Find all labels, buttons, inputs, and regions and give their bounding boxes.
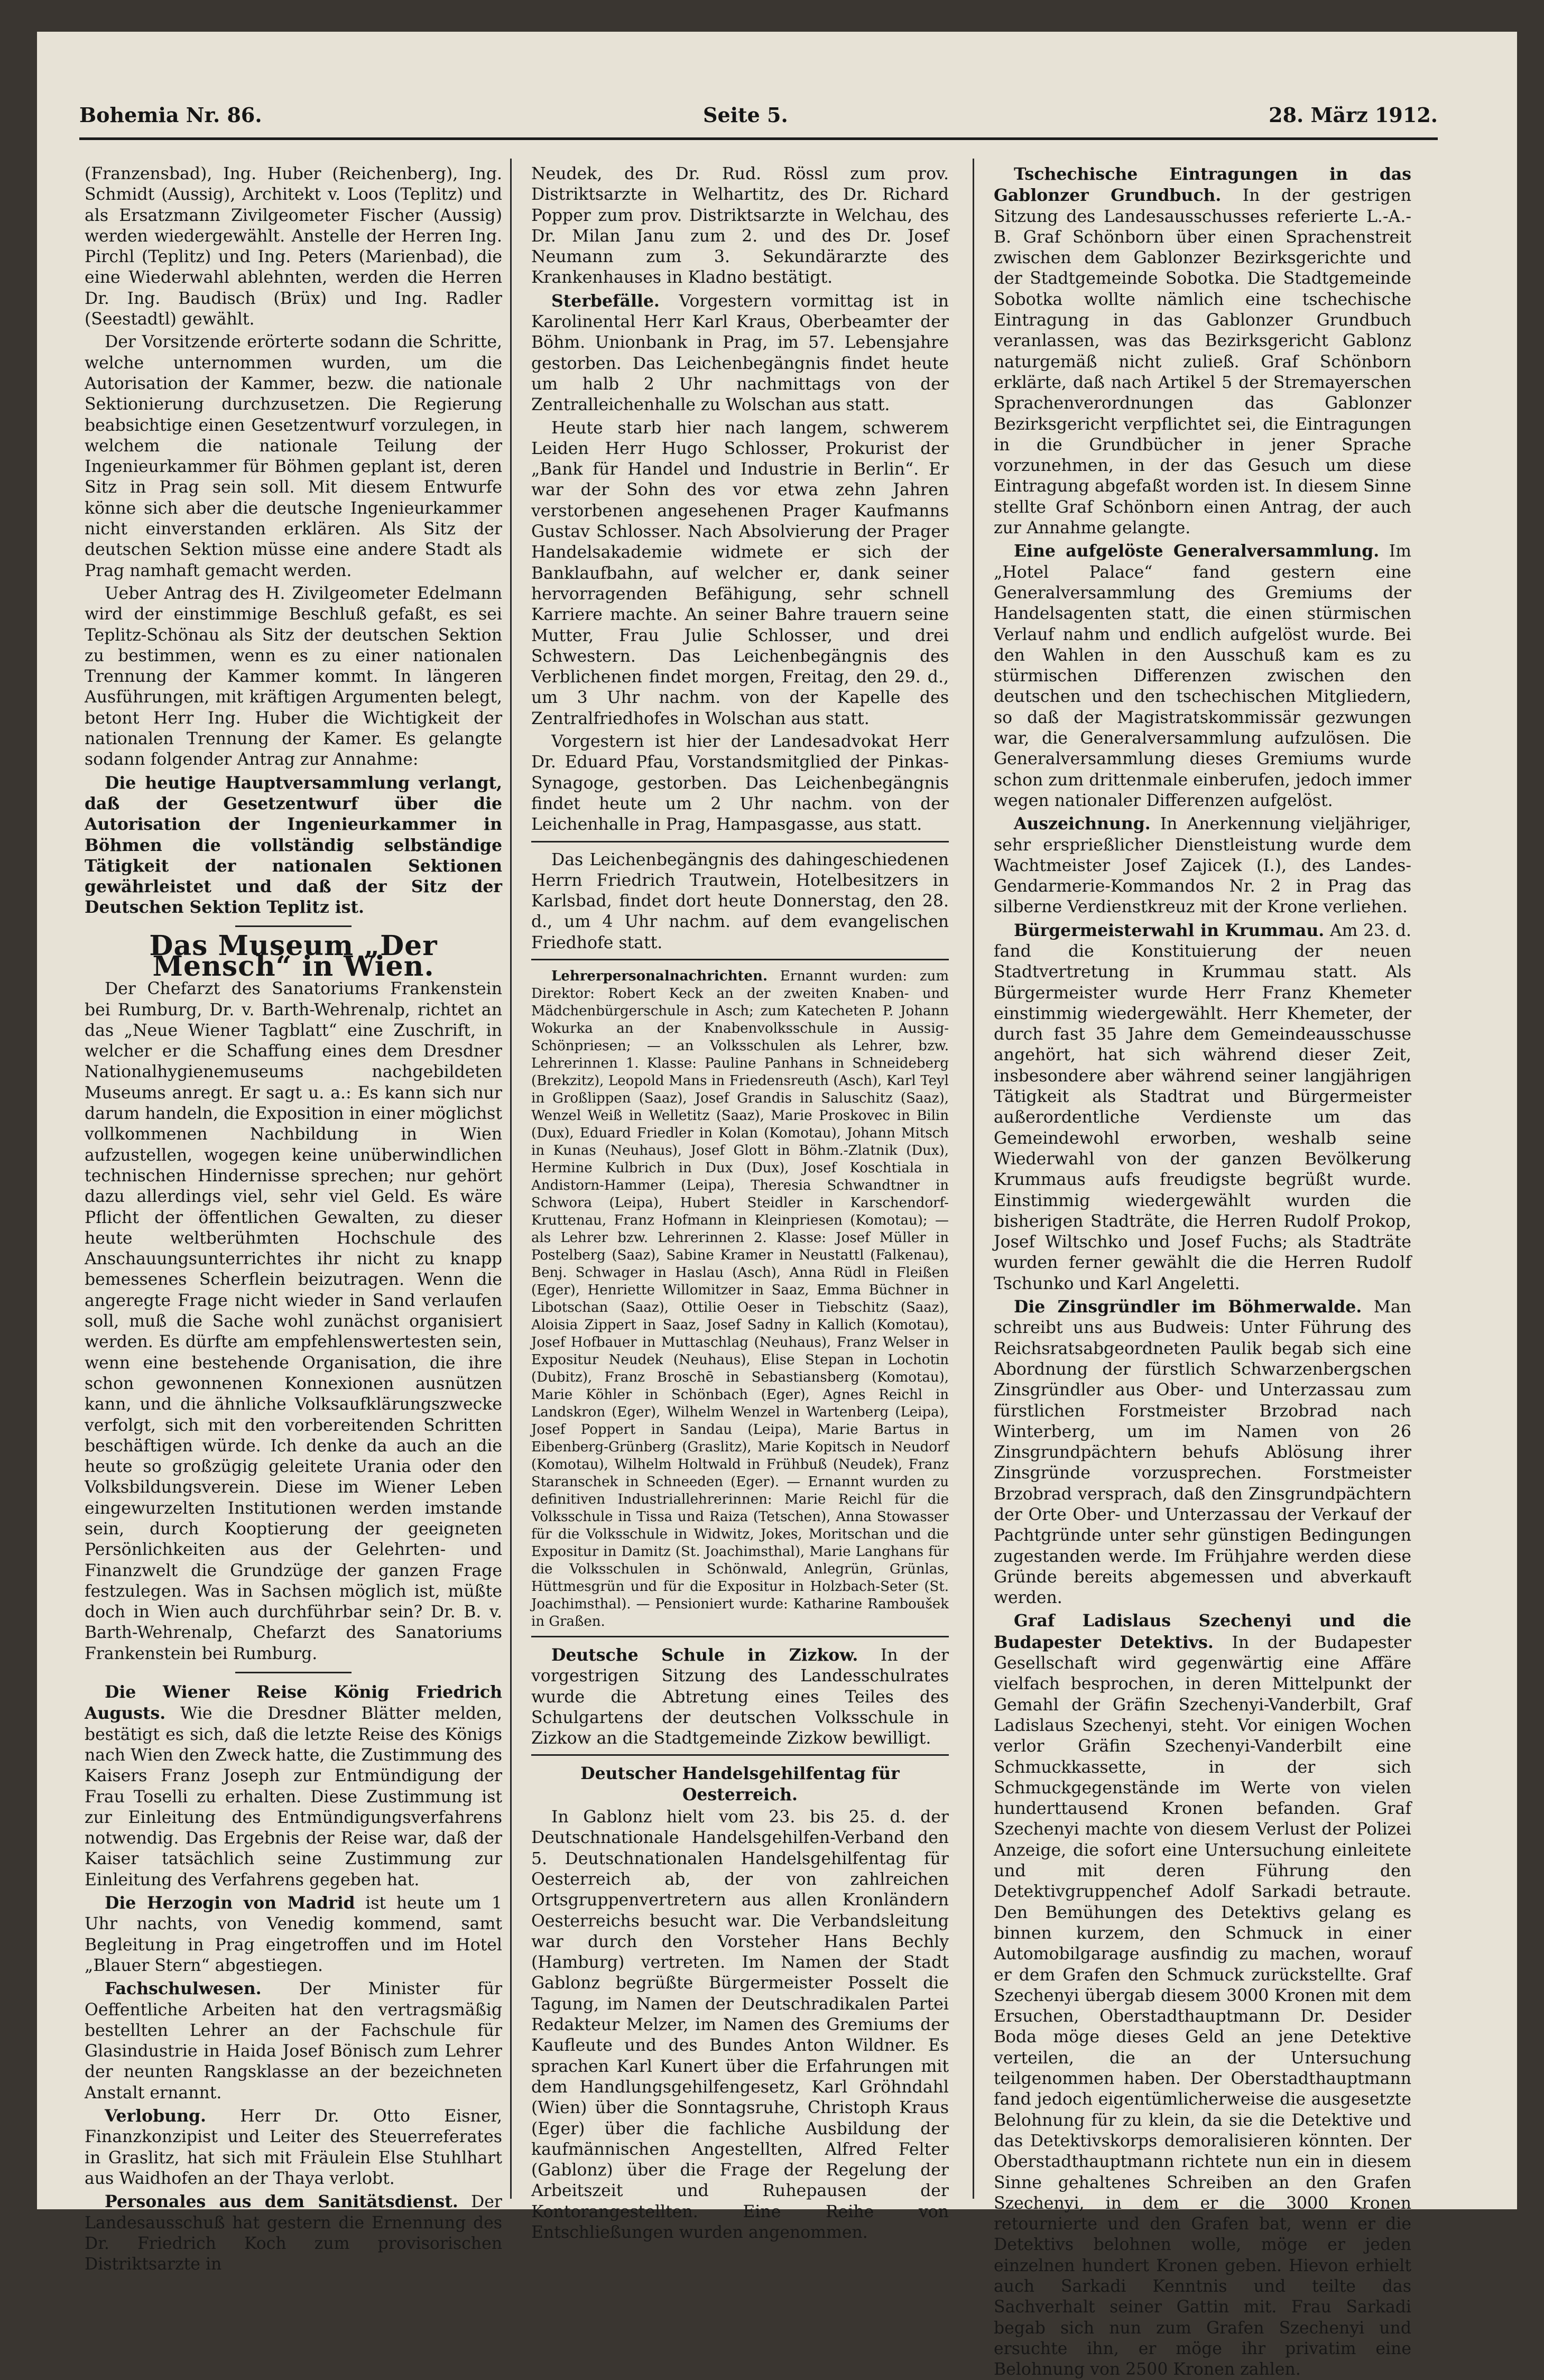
article-text: Die heutige Hauptversammlung verlangt, daß der Gesetzentwurf über die Autorisation der Ingenieurkammer in Böhmen die vollständig selbständige Tätigkeit der nationalen Sektionen gewährleistet und daß der Sitz der Deutschen Sektion Teplitz ist. [85,773,502,918]
separator [235,925,352,927]
article-text: Vorgestern vormittag ist in Karolinental Herr Karl Kraus, Oberbeamter der Böhm. Unionbank in Prag, im 57. Lebensjahre gestorben. Das Leichenbegängnis findet heute um halb 2 Uhr nachmittags von der Zentralleichenhalle zu Wolschan aus statt. [531,291,949,415]
header-page-number: Seite 5. [703,103,788,127]
article-heading: Graf Ladislaus Szechenyi und die Budapester Detektivs. [994,1611,1411,1652]
column-2 [531,164,949,2242]
article-text: In Anerkennung vieljähriger, sehr ersprießlicher Dienstleistung wurde dem Wachtmeister Josef Zajicek (I.), des Landes-Gendarmerie-Kommandos Nr. 2 in Prag das silberne Verdienstkreuz mit der Krone verliehen. [994,814,1411,917]
article-text: Wie die Dresdner Blätter melden, bestätigt es sich, daß die letzte Reise des Königs nach Wien den Zweck hatte, die Zustimmung des Kaisers Franz Joseph zur Entmündigung der Frau Toselli zu erhalten. Diese Zustimmung ist zur Einleitung des Entmündigungsverfahrens notwendig. Das Ergebnis der Reise war, daß der Kaiser tatsächlich seine Zustimmung zur Einleitung des Verfahrens gegeben hat. [85,1704,502,1890]
article-text: Ueber Antrag des H. Zivilgeometer Edelmann wird der einstimmige Beschluß gefaßt, es sei Teplitz-Schönau als Sitz der deutschen Sektion zu bestimmen, wenn es zu einer nationalen Trennung der Kammer kommt. In längeren Ausführungen, mit kräftigen Argumenten belegt, betont Herr Ing. Huber die Wichtigkeit der nationalen Trennung der Kamer. Es gelangte sodann folgender Antrag zur Annahme: [85,584,502,770]
article-text: In der vorgestrigen Sitzung des Landesschulrates wurde die Abtretung eines Teiles des Schulgartens der deutschen Volksschule in Zizkow an die Stadtgemeinde Zizkow bewilligt. [531,1645,949,1748]
article-heading: Auszeichnung. [1014,814,1151,834]
article-text: Am 23. d. fand die Konstituierung der neuen Stadtvertretung in Krummau statt. Als Bürgermeister wurde Herr Franz Khemeter einstimmig wiedergewählt. Herr Khemeter, der durch fast 35 Jahre dem Gemeindeausschusse angehört, hat sich während dieser Zeit, insbesondere aber während seiner langjährigen Tätigkeit als Stadtrat und Bürgermeister außerordentliche Verdienste um das Gemeindewohl erworben, weshalb seine Wiederwahl von der ganzen Bevölkerung Krummaus aufs freudigste begrüßt wurde. Einstimmig wiedergewählt wurden die bisherigen Stadträte, die Herren Rudolf Prokop, Josef Wiltschko und Josef Fuchs; als Stadträte wurden ferner gewählt die die Herren Rudolf Tschunko und Karl Angeletti. [994,921,1412,1293]
article-text: In der Budapester Gesellschaft wird gegenwärtig eine Affäre vielfach besprochen, in deren Mittelpunkt der Gemahl der Gräfin Szechenyi-Vanderbilt, Graf Ladislaus Szechenyi, steht. Vor einigen Wochen verlor Gräfin Szechenyi-Vanderbilt eine Schmuckkassette, in der sich Schmuckgegenstände im Werte von vielen hunderttausend Kronen befanden. Graf Szechenyi machte von diesem Verlust der Polizei Anzeige, die sofort eine Untersuchung einleitete und mit deren Führung den Detektivgruppenchef Adolf Sarkadi betraute. Den Bemühungen des Detektivs gelang es binnen kurzem, den Schmuck in einer Automobilgarage ausfindig zu machen, worauf er dem Grafen den Schmuck zurückstellte. Graf Szechenyi übergab diesem 3000 Kronen mit dem Ersuchen, Oberstadthauptmann Dr. Desider Boda möge dieses Geld an jene Detektive verteilen, die an der Untersuchung teilgenommen haben. Der Oberstadthauptmann fand jedoch eigentümlicherweise die ausgesetzte Belohnung für zu klein, da sie die Detektive und das Detektivskorps demoralisieren könnten. Der Oberstadthauptmann richtete nun ein in diesem Sinne gehaltenes Schreiben an den Grafen Szechenyi, in dem er die 3000 Kronen retournierte und den Grafen bat, wenn er die Detektivs belohnen wolle, möge er jeden einzelnen hundert Kronen geben. Hievon erhielt auch Sarkadi Kenntnis und teilte das Sachverhalt seiner Gattin mit. Frau Sarkadi begab sich nun zum Grafen Szechenyi und ersuchte ihn, er möge ihr privatim eine Belohnung von 2500 Kronen zahlen. [994,1633,1411,2379]
article-text: ist heute um 1 Uhr nachts, von Venedig kommend, samt Begleitung in Prag eingetroffen und im Hotel „Blauer Stern“ abgestiegen. [85,1894,502,1975]
article-text: In der gestrigen Sitzung des Landesausschusses referierte L.-A.-B. Graf Schönborn über einen Sprachenstreit zwischen dem Gablonzer Bezirksgerichte und der Stadtgemeinde Sobotka. Die Stadtgemeinde Sobotka wollte nämlich eine tschechische Eintragung in das Gablonzer Grundbuch veranlassen, was das Bezirksgericht Gablonz naturgemäß nicht zuließ. Graf Schönborn erklärte, daß nach Artikel 5 der Stremayerschen Sprachenverordnungen das Gablonzer Bezirksgericht verpflichtet sei, die Eintragungen in die Grundbücher in jener Sprache vorzunehmen, in der das Gesuch um diese Eintragung abgefaßt worden ist. In diesem Sinne stellte Graf Schönborn einen Antrag, der auch zur Annahme gelangte. [994,186,1411,538]
column-rule-1 [510,159,512,2199]
article-text: Herr Dr. Otto Eisner, Finanzkonzipist und Leiter des Steuerreferates in Graslitz, hat sich mit Fräulein Else Stuhlhart aus Waidhofen an der Thaya verlobt. [85,2107,502,2188]
article-heading: Deutscher Handelsgehilfentag für Oesterreich. [580,1764,900,1804]
column-1 [85,164,502,2274]
header-date: 28. März 1912. [1269,103,1438,127]
article-headline: Das Museum „Der Mensch“ in Wien. [149,929,438,983]
article-text: Ernannt wurden: zum Direktor: Robert Keck an der zweiten Knaben- und Mädchenbürgerschule in Asch; zum Katecheten P. Johann Wokurka an der Knabenvolksschule in Aussig-Schönpriesen; — an Volksschulen als Lehrer, bzw. Lehrerinnen 1. Klasse: Pauline Panhans in Schneideberg (Brekzitz), Leopold Mans in Friedensreuth (Asch), Karl Teyl in Großlippen (Saaz), Josef Grandis in Saluschitz (Saaz), Wenzel Weiß in Welletitz (Saaz), Marie Proskovec in Bilin (Dux), Eduard Friedler in Kolan (Komotau), Johann Mitsch in Kunas (Neuhaus), Josef Glott in Böhm.-Zlatnik (Dux), Hermine Kulbrich in Dux (Dux), Josef Koschtiala in Andistorn-Hammer (Leipa), Theresia Schwandtner in Schwora (Leipa), Hubert Steidler in Karschendorf-Kruttenau, Franz Hofmann in Kleinpriesen (Komotau); — als Lehrer bzw. Lehrerinnen 2. Klasse: Josef Müller in Postelberg (Saaz), Sabine Kramer in Neustattl (Falkenau), Benj. Schwager in Haslau (Asch), Anna Rüdl in Fleißen (Eger), Henriette Willomitzer in Saaz, Emma Büchner in Libotschan (Saaz), Ottilie Oeser in Tiebschitz (Saaz), Aloisia Zippert in Saaz, Josef Sadny in Kallich (Komotau), Josef Hofbauer in Muttaschlag (Neuhaus), Franz Welser in Expositur Neudek (Neuhaus), Elise Stepan in Lochotin (Dubitz), Franz Broschē in Sebastiansberg (Komotau), Marie Köhler in Schönbach (Eger), Agnes Reichl in Landskron (Eger), Wilhelm Wenzel in Wartenberg (Leipa), Josef Poppert in Sandau (Leipa), Marie Bartus in Eibenberg-Grünberg (Graslitz), Marie Kopitsch in Neudorf (Komotau), Wilhelm Holtwald in Frühbuß (Neudek), Franz Staranschek in Schneeden (Eger). — Ernannt wurden zu definitiven Industriallehrerinnen: Marie Reichl für die Volksschule in Tissa und Raiza (Tetschen), Anna Stowasser für die Volksschule in Widwitz, Jokes, Moritschan und die Expositur in Damitz (St. Joachimsthal), Marie Langhans für die Volksschulen in Schönwald, Anlegrün, Grünlas, Hüttmesgrün und für die Expositur in Holzbach-Seter (St. Joachimsthal). — Pensioniert wurde: Katharine Ramboušek in Graßen. [531,968,949,1629]
article-heading: Bürgermeisterwahl in Krummau. [1014,920,1325,940]
article-text: Vorgestern ist hier der Landesadvokat Herr Dr. Eduard Pfau, Vorstandsmitglied der Pinkas-Synagoge, gestorben. Das Leichenbegängnis findet heute um 2 Uhr nachm. von der Leichenhalle in Prag, Hampasgasse, aus statt. [531,732,949,835]
header-rule [79,137,1438,140]
article-heading: Sterbefälle. [551,291,660,311]
header-issue: Bohemia Nr. 86. [79,103,262,127]
article-text: Neudek, des Dr. Rud. Rössl zum prov. Distriktsarzte in Welhartitz, des Dr. Richard Popper zum prov. Distriktsarzte in Welchau, des Dr. Milan Janu zum 2. und des Dr. Josef Neumann zum 3. Sekundärarzte des Krankenhauses in Kladno bestätigt. [531,164,949,288]
article-text: In Gablonz hielt vom 23. bis 25. d. der Deutschnationale Handelsgehilfen-Verband den 5. Deutschnationalen Handelsgehilfentag für Oesterreich ab, der von zahlreichen Ortsgruppenvertretern aus allen Kronländern Oesterreichs besucht war. Die Verbandsleitung war durch den Vorsteher Hans Bechly (Hamburg) vertreten. Im Namen der Stadt Gablonz begrüßte Bürgermeister Posselt die Tagung, im Namen der Deutschradikalen Partei Redakteur Melzer, im Namen des Gremiums der Kaufleute und des Bundes Anton Wildner. Es sprachen Karl Kunert über die Erfahrungen mit dem Handlungsgehilfengesetz, Karl Gröhndahl (Wien) über die Sonntagsruhe, Christoph Kraus (Eger) über die fachliche Ausbildung der kaufmännischen Angestellten, Alfred Felter (Gablonz) über die Frage der Regelung der Arbeitszeit und Ruhepausen der Kontorangestellten. Eine Reihe von Entschließungen wurden angenommen. [531,1808,949,2242]
article-heading: Die Wiener Reise König Friedrich Augusts. [85,1682,502,1724]
article-text: Der Landesausschuß hat gestern die Ernennung des Dr. Friedrich Koch zum provisorischen Distriktsarzte in [85,2192,502,2274]
article-text: Im „Hotel Palace“ fand gestern eine Generalversammlung des Gremiums der Handelsagenten statt, die einen stürmischen Verlauf nahm und endlich aufgelöst wurde. Bei den Wahlen in den Ausschuß kam es zu stürmischen Differenzen zwischen den deutschen und den tschechischen Mitgliedern, so daß der Magistratskommissär gezwungen war, die Generalversammlung aufzulösen. Die Generalversammlung dieses Gremiums wurde schon zum drittenmale einberufen, jedoch immer wegen nationaler Differenzen aufgelöst. [994,542,1412,810]
newspaper-page [37,32,1517,2379]
separator [531,841,949,842]
article-heading: Die Herzogin von Madrid [105,1893,355,1913]
article-text: Man schreibt uns aus Budweis: Unter Führung des Reichsratsabgeordneten Paulik begab sich eine Abordnung der fürstlich Schwarzenbergschen Zinsgründler aus Ober- und Unterzassau zum fürstlichen Forstmeister Brzobrad nach Winterberg, um im Namen von 26 Zinsgrundpächtern behufs Ablösung ihrer Zinsgründe vorzusprechen. Forstmeister Brzobrad versprach, daß den Zinsgrundpächtern der Orte Ober- und Unterzassau der Verkauf der Pachtgründe unter sehr günstigen Bedingungen zugestanden werde. Im Frühjahre werden diese Gründe bereits abgemessen und abverkauft werden. [994,1298,1412,1608]
article-heading: Eine aufgelöste Generalversammlung. [1014,541,1380,561]
article-heading: Verlobung. [105,2106,206,2126]
article-text: (Franzensbad), Ing. Huber (Reichenberg), Ing. Schmidt (Aussig), Architekt v. Loos (Teplitz) und als Ersatzmann Zivilgeometer Fischer (Aussig) werden wiedergewählt. Anstelle der Herren Ing. Pirchl (Teplitz) und Ing. Peters (Marienbad), die eine Wiederwahl ablehnten, werden die Herren Dr. Ing. Baudisch (Brüx) und Ing. Radler (Seestadtl) gewählt. [85,164,502,329]
column-rule-2 [973,159,974,2199]
article-heading: Tschechische Eintragungen in das Gablonzer Grundbuch. [994,164,1411,206]
separator [531,1754,949,1756]
separator [531,959,949,960]
article-heading: Personales aus dem Sanitätsdienst. [105,2192,458,2212]
separator [531,1636,949,1637]
article-heading: Die Zinsgründler im Böhmerwalde. [1014,1297,1362,1317]
article-text: Das Leichenbegängnis des dahingeschiedenen Herrn Friedrich Trautwein, Hotelbesitzers in Karlsbad, findet dort heute Donnerstag, den 28. d., um 4 Uhr nachm. auf dem evangelischen Friedhofe statt. [531,850,949,952]
separator [235,1672,352,1673]
article-text: Der Vorsitzende erörterte sodann die Schritte, welche unternommen wurden, um die Autorisation der Kammer, bezw. die nationale Sektionierung durchzusetzen. Die Regierung beabsichtige einen Gesetzentwurf vorzulegen, in welchem die nationale Teilung der Ingenieurkammer für Böhmen geplant ist, deren Sitz in Prag sein soll. Mit diesem Entwurfe könne sich aber die deutsche Ingenieurkammer nicht einverstanden erklären. Als Sitz der deutschen Sektion müsse eine andere Stadt als Prag namhaft gemacht werden. [85,332,502,580]
column-3 [994,164,1412,2379]
article-heading: Lehrerpersonalnachrichten. [551,968,768,984]
article-heading: Deutsche Schule in Zizkow. [551,1645,858,1665]
article-text: Der Chefarzt des Sanatoriums Frankenstein bei Rumburg, Dr. v. Barth-Wehrenalp, richtet an das „Neue Wiener Tagblatt“ eine Zuschrift, in welcher er die Schaffung eines dem Dresdner Nationalhygienemuseums nachgebildeten Museums anregt. Er sagt u. a.: Es kann sich nur darum handeln, die Exposition in einer möglichst vollkommenen Nachbildung in Wien aufzustellen, wogegen keine unüberwindlichen technischen Hindernisse sprechen; nur gehört dazu allerdings viel, sehr viel Geld. Es wäre Pflicht der öffentlichen Gewalten, zu dieser heute weltberühmten Hochschule des Anschauungsunterrichtes ihr nicht zu knapp bemessenes Scherflein beizutragen. Wenn die angeregte Frage nicht wieder in Sand verlaufen soll, muß die Sache wohl zunächst organisiert werden. Es dürfte am empfehlenswertesten sein, wenn eine bestehende Organisation, die ihre schon gewonnenen Konnexionen ausnützen kann, und die ähnliche Volksaufklärungszwecke verfolgt, sich mit den vorbereitenden Schritten beschäftigen würde. Ich denke da auch an die heute so großzügig geleitete Urania oder den Volksbildungsverein. Diese im Wiener Leben eingewurzelten Institutionen werden imstande sein, durch Kooptierung der geeigneten Persönlichkeiten aus der Gelehrten- und Finanzwelt die Grundzüge der ganzen Frage festzulegen. Was in Sachsen möglich ist, müßte doch in Wien auch durchführbar sein? Dr. B. v. Barth-Wehrenalp, Chefarzt des Sanatoriums Frankenstein bei Rumburg. [85,979,502,1663]
page-header [79,103,1438,135]
article-text: Der Minister für Oeffentliche Arbeiten hat den vertragsmäßig bestellten Lehrer an der Fachschule für Glasindustrie in Haida Josef Bönisch zum Lehrer der neunten Rangsklasse an der bezeichneten Anstalt ernannt. [85,1979,502,2103]
article-text: Heute starb hier nach langem, schwerem Leiden Herr Hugo Schlosser, Prokurist der „Bank für Handel und Industrie in Berlin“. Er war der Sohn des vor etwa zehn Jahren verstorbenen angesehenen Prager Kaufmanns Gustav Schlosser. Nach Absolvierung der Prager Handelsakademie widmete er sich der Banklaufbahn, auf welcher er, dank seiner hervorragenden Befähigung, sehr schnell Karriere machte. An seiner Bahre trauern seine Mutter, Frau Julie Schlosser, und drei Schwestern. Das Leichenbegängnis des Verblichenen findet morgen, Freitag, den 29. d., um 3 Uhr nachm. von der Kapelle des Zentralfriedhofes in Wolschan aus statt. [531,418,949,728]
article-heading: Fachschulwesen. [105,1979,262,1999]
